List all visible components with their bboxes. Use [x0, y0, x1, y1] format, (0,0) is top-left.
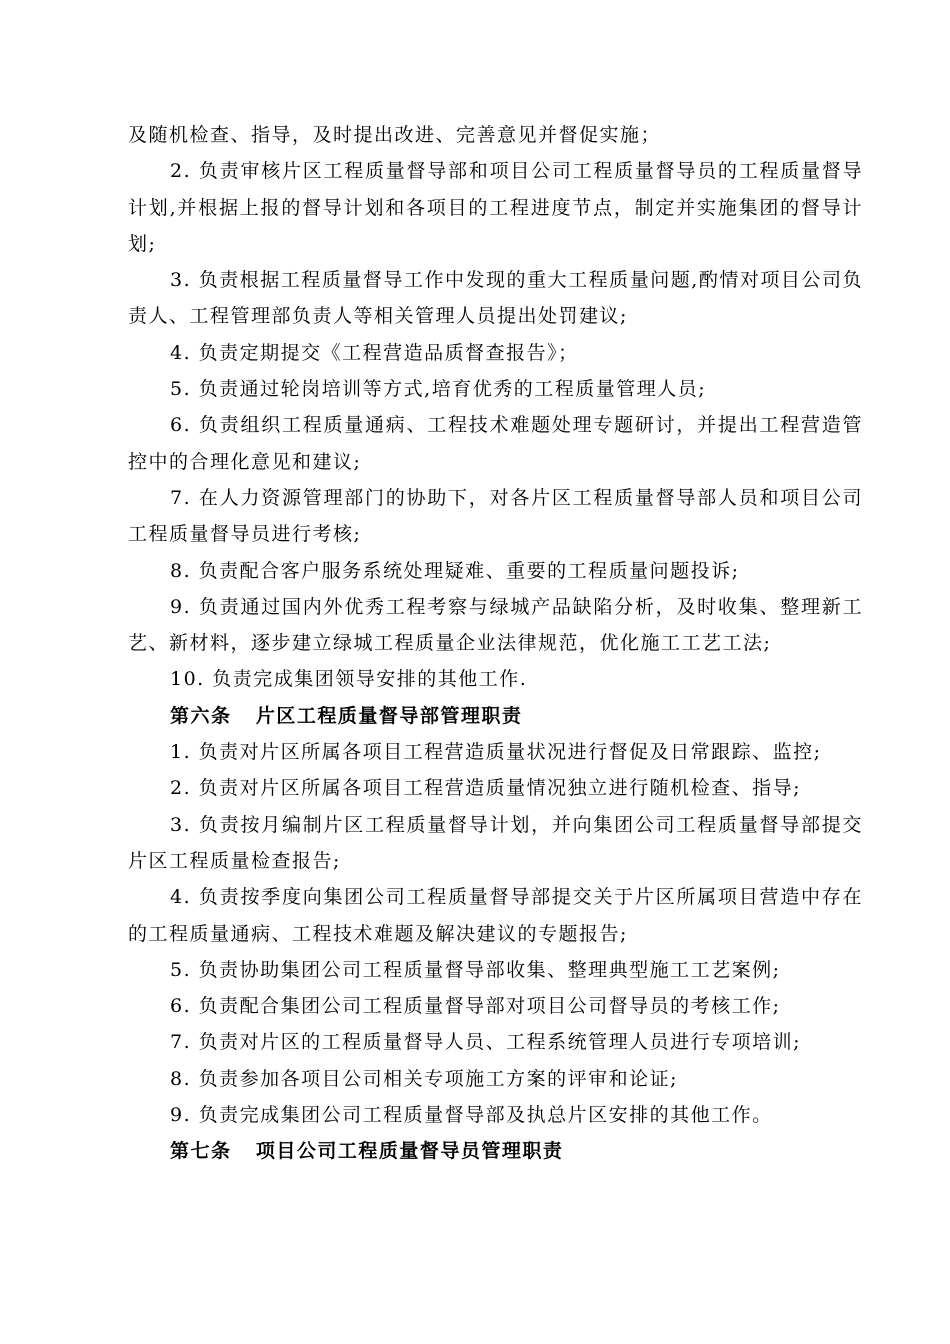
article5-item-4: 4. 负责定期提交《工程营造品质督查报告》；	[170, 341, 579, 364]
article5-item-7: 7. 在人力资源管理部门的协助下，对各片区工程质量督导部人员和项目公司工程质量督导员进行考核;	[128, 486, 863, 546]
article6-item-2: 2. 负责对片区所属各项目工程营造质量情况独立进行随机检查、指导;	[170, 777, 802, 800]
article5-item-9: 9. 负责通过国内外优秀工程考察与绿城产品缺陷分析，及时收集、整理新工艺、新材料，逐步建立绿城工程质量企业法律规范，优化施工工艺工法;	[128, 595, 863, 655]
article7-heading: 第七条 项目公司工程质量督导员管理职责	[170, 1140, 564, 1163]
article6-item-4: 4. 负责按季度向集团公司工程质量督导部提交关于片区所属项目营造中存在的工程质量通病、工程技术难题及解决建议的专题报告;	[128, 886, 863, 945]
article6-item-8: 8. 负责参加各项目公司相关专项施工方案的评审和论证;	[170, 1067, 679, 1090]
document-body	[128, 117, 863, 1170]
article6-item-9: 9. 负责完成集团公司工程质量督导部及执总片区安排的其他工作。	[170, 1104, 773, 1127]
article6-heading: 第六条 片区工程质量督导部管理职责	[170, 704, 523, 727]
article5-item-8: 8. 负责配合客户服务系统处理疑难、重要的工程质量问题投诉;	[170, 559, 740, 582]
article5-item-6: 6. 负责组织工程质量通病、工程技术难题处理专题研讨，并提出工程营造管控中的合理化意见和建议;	[128, 414, 863, 473]
article6-item-6: 6. 负责配合集团公司工程质量督导部对项目公司督导员的考核工作;	[170, 995, 781, 1018]
article5-item-2: 2. 负责审核片区工程质量督导部和项目公司工程质量督导员的工程质量督导计划,并根据上报的督导计划和各项目的工程进度节点，制定并实施集团的督导计划;	[128, 160, 863, 255]
continued-paragraph: 及随机检查、指导，及时提出改进、完善意见并督促实施；	[128, 124, 662, 146]
article5-item-5: 5. 负责通过轮岗培训等方式,培育优秀的工程质量管理人员;	[170, 378, 707, 401]
article6-item-7: 7. 负责对片区的工程质量督导人员、工程系统管理人员进行专项培训;	[170, 1031, 802, 1054]
article6-item-1: 1. 负责对片区所属各项目工程营造质量状况进行督促及日常跟踪、监控;	[170, 741, 822, 764]
article6-item-5: 5. 负责协助集团公司工程质量督导部收集、整理典型施工工艺案例;	[170, 958, 781, 981]
article5-item-3: 3. 负责根据工程质量督导工作中发现的重大工程质量问题,酌情对项目公司负责人、工程管理部负责人等相关管理人员提出处罚建议;	[128, 269, 863, 328]
article5-item-10: 10. 负责完成集团领导安排的其他工作.	[170, 668, 528, 691]
article6-item-3: 3. 负责按月编制片区工程质量督导计划，并向集团公司工程质量督导部提交片区工程质量检查报告;	[128, 813, 863, 872]
